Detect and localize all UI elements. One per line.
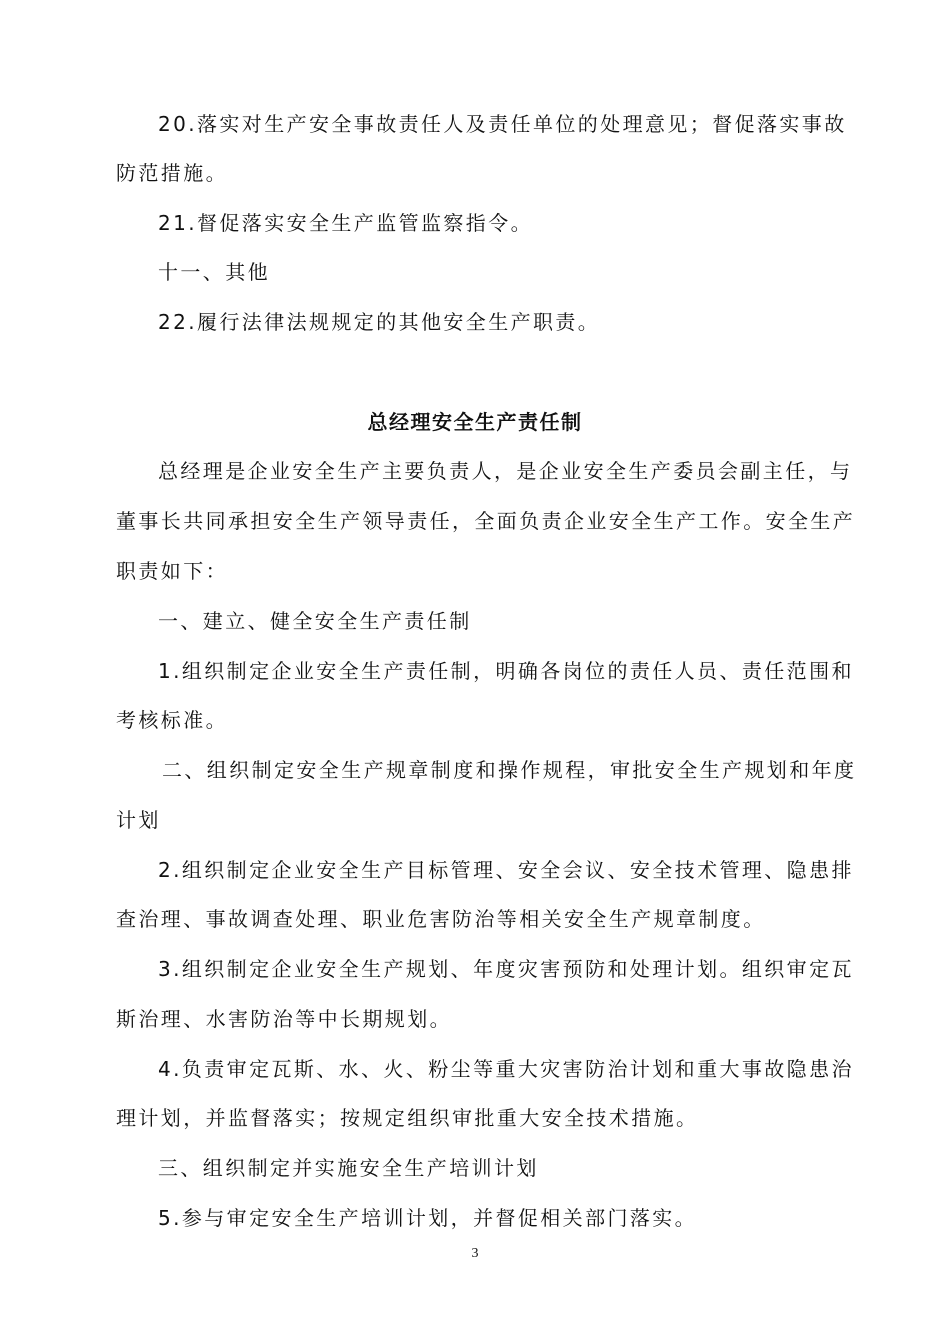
- paragraph-line: 理计划，并监督落实；按规定组织审批重大安全技术措施。: [116, 1106, 699, 1130]
- paragraph-line: 职责如下：: [116, 559, 228, 583]
- paragraph-line: 20.落实对生产安全事故责任人及责任单位的处理意见；督促落实事故: [158, 112, 847, 136]
- paragraph-line: 2.组织制定企业安全生产目标管理、安全会议、安全技术管理、隐患排: [158, 858, 854, 882]
- paragraph-line: 22.履行法律法规规定的其他安全生产职责。: [158, 310, 601, 334]
- paragraph-line: 斯治理、水害防治等中长期规划。: [116, 1007, 452, 1031]
- paragraph-line: 查治理、事故调查处理、职业危害防治等相关安全生产规章制度。: [116, 907, 766, 931]
- subsection-heading: 一、建立、健全安全生产责任制: [158, 609, 472, 633]
- paragraph-line: 1.组织制定企业安全生产责任制，明确各岗位的责任人员、责任范围和: [158, 659, 854, 683]
- paragraph-line: 21.督促落实安全生产监管监察指令。: [158, 211, 534, 235]
- paragraph-line: 防范措施。: [116, 161, 228, 185]
- paragraph-line: 5.参与审定安全生产培训计划，并督促相关部门落实。: [158, 1206, 698, 1230]
- paragraph-line: 总经理是企业安全生产主要负责人，是企业安全生产委员会副主任，与: [158, 459, 853, 483]
- paragraph-line: 董事长共同承担安全生产领导责任，全面负责企业安全生产工作。安全生产: [116, 509, 856, 533]
- subsection-heading: 十一、其他: [158, 260, 270, 284]
- paragraph-line: 4.负责审定瓦斯、水、火、粉尘等重大灾害防治计划和重大事故隐患治: [158, 1057, 854, 1081]
- page-number: 3: [471, 1246, 479, 1261]
- paragraph-line: 考核标准。: [116, 708, 228, 732]
- subsection-heading: 二、组织制定安全生产规章制度和操作规程，审批安全生产规划和年度: [162, 758, 857, 782]
- section-title: 总经理安全生产责任制: [367, 410, 583, 434]
- paragraph-line: 计划: [116, 808, 161, 832]
- paragraph-line: 3.组织制定企业安全生产规划、年度灾害预防和处理计划。组织审定瓦: [158, 957, 854, 981]
- subsection-heading: 三、组织制定并实施安全生产培训计划: [158, 1156, 539, 1180]
